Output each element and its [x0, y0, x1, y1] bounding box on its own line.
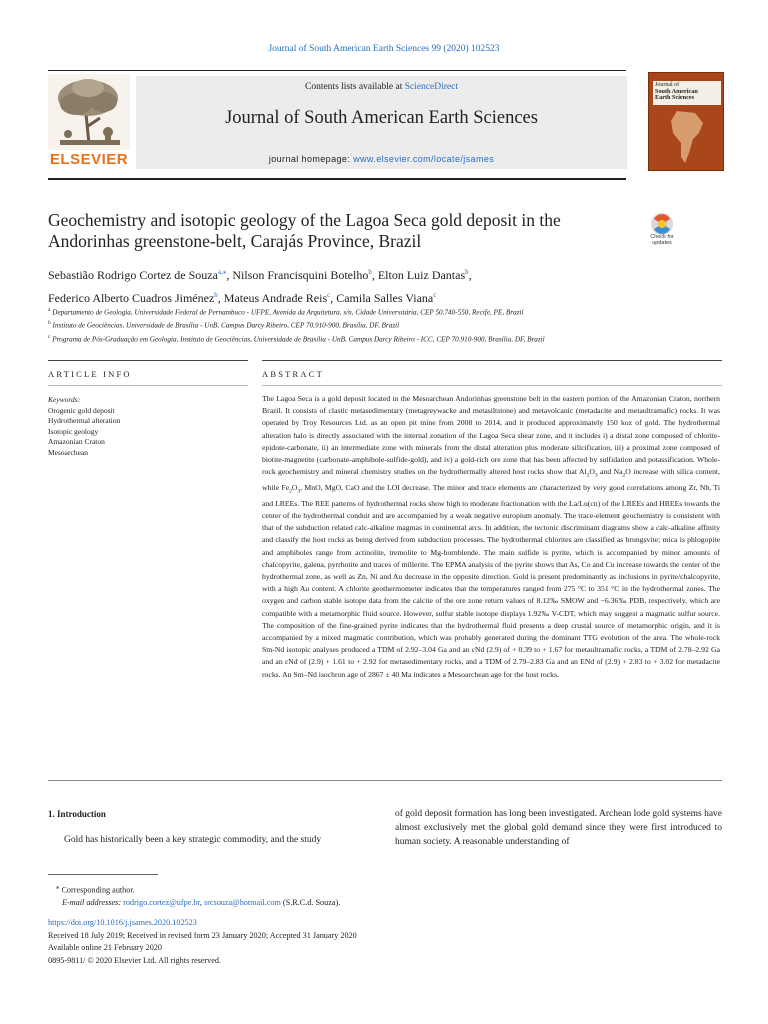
keywords-label: Keywords:	[48, 395, 81, 404]
author-affiliation-mark[interactable]: c	[327, 291, 331, 299]
abstract-subscript: 2	[586, 472, 590, 479]
author-name[interactable]: Camila Salles Viana	[336, 291, 434, 305]
introduction-heading: 1. Introduction	[48, 809, 106, 819]
affiliation-mark: c	[48, 333, 51, 340]
header-bottom-rule	[48, 178, 626, 180]
keyword-item: Isotopic geology	[48, 426, 99, 436]
journal-citation-link[interactable]: Journal of South American Earth Sciences 99 (2020) 102523	[268, 44, 500, 54]
author-name[interactable]: Nilson Francisquini Botelho	[232, 268, 369, 282]
corresponding-author-footnote	[48, 882, 548, 910]
author-separator: ,	[330, 291, 337, 305]
abstract-segment: and Na	[597, 467, 623, 477]
intro-column-2: of gold deposit formation has long been investigated. Archean lode gold systems have almost exclusively met the global gold demand since they were first introduced to human society. A reasonable understanding of	[395, 809, 722, 847]
affiliation-mark: a	[48, 307, 51, 313]
keywords-list	[48, 406, 248, 459]
footnote-rule	[48, 874, 158, 875]
abstract-bottom-rule	[48, 780, 722, 781]
article-info-subrule	[48, 385, 248, 386]
elsevier-wordmark: ELSEVIER	[49, 151, 129, 168]
author-name[interactable]: Federico Alberto Cuadros Jiménez	[48, 291, 215, 305]
author-list	[48, 262, 708, 308]
corresponding-label: Corresponding author.	[61, 885, 135, 895]
author-affiliation-mark[interactable]: b	[214, 291, 218, 299]
abstract-segment: O increase with silica content, while Fe	[262, 467, 720, 492]
received-dates: Received 18 July 2019; Received in revised form 23 January 2020; Accepted 31 January 2020	[48, 930, 357, 940]
contents-line	[136, 82, 627, 92]
keywords-block	[48, 395, 248, 458]
journal-homepage-line	[136, 154, 627, 164]
sciencedirect-link[interactable]: ScienceDirect	[404, 82, 458, 92]
abstract-subscript: 2	[622, 472, 626, 479]
doi-link[interactable]: https://doi.org/10.1016/j.jsames.2020.102523	[48, 918, 197, 927]
abstract-subrule	[262, 385, 722, 386]
article-title: Geochemistry and isotopic geology of the Lagoa Seca gold deposit in the Andorinhas greenstone-belt, Carajás Province, Brazil	[48, 210, 561, 251]
author-name[interactable]: Elton Luiz Dantas	[377, 268, 466, 282]
abstract-rule	[262, 360, 722, 361]
author-separator: ,	[468, 268, 472, 282]
keyword-item: Mesoarchean	[48, 447, 88, 457]
author-affiliation-mark[interactable]: a,⁎	[217, 268, 227, 276]
cover-line-1: Journal of	[655, 82, 680, 88]
author-separator: ,	[217, 291, 224, 305]
copyright-line: 0895-9811/ © 2020 Elsevier Ltd. All rights reserved.	[48, 955, 222, 965]
author-affiliation-mark[interactable]: b	[465, 268, 469, 276]
cover-title-plate	[653, 81, 721, 105]
affiliation-text: Instituto de Geociências, Universidade de Brasília - UnB, Campus Darcy Ribeiro, CEP 70.910-900, Brasília, DF, Brazil	[52, 321, 400, 330]
email-link-1[interactable]: rodrigo.cortez@ufpe.br	[123, 898, 200, 908]
email-separator: ,	[199, 898, 204, 908]
keyword-item: Hydrothermal alteration	[48, 416, 121, 425]
email-line	[48, 897, 548, 910]
available-online: Available online 21 February 2020	[48, 943, 162, 952]
abstract-segment: O	[291, 482, 298, 492]
corresponding-author-line	[48, 882, 548, 897]
cover-line-2: South American	[655, 87, 698, 95]
email-link-2[interactable]: srcsouza@hotmail.com	[203, 898, 281, 908]
contents-prefix: Contents lists available at	[304, 82, 405, 92]
email-suffix: (S.R.C.d. Souza).	[280, 898, 341, 908]
email-label: E-mail addresses:	[62, 898, 124, 908]
abstract-subscript: 2	[289, 488, 292, 495]
keyword-item: Amazonian Craton	[48, 437, 105, 446]
affiliation-mark: b	[48, 320, 51, 327]
author-affiliation-mark[interactable]: c	[433, 291, 437, 299]
header-top-rule	[48, 70, 626, 71]
affiliation-text: Programa de Pós-Graduação em Geologia, Instituto de Geociências, Universidade de Brasília - UnB, Campus Darcy Ribeiro - ICC, CEP 70.910-900, Brasília, DF, Brazil	[52, 335, 545, 344]
affiliation-item	[48, 305, 718, 318]
article-info-heading: ARTICLE INFO	[48, 369, 132, 379]
journal-title: Journal of South American Earth Sciences	[225, 108, 538, 128]
abstract-subscript: 3	[297, 488, 301, 495]
keyword-item: Orogenic gold deposit	[48, 405, 115, 415]
south-america-map-icon	[667, 109, 707, 165]
author-name[interactable]: Sebastião Rodrigo Cortez de Souza	[48, 268, 218, 282]
check-for-updates-label[interactable]: Check for updates	[650, 234, 674, 246]
affiliation-text: Departamento de Geologia, Universidade Federal de Pernambuco - UFPE, Avenida da Arquitetura, s/n, Cidade Universitária, CEP 50.740-550, Recife, PE, Brazil	[52, 308, 524, 317]
journal-homepage-link[interactable]: www.elsevier.com/locate/jsames	[353, 154, 495, 164]
abstract-heading: ABSTRACT	[262, 369, 324, 379]
masthead-info-box	[136, 76, 627, 169]
abstract-text	[262, 393, 720, 681]
author-separator: ,	[371, 268, 378, 282]
author-affiliation-mark[interactable]: b	[368, 268, 372, 276]
cover-line-3: Earth Sciences	[655, 94, 695, 102]
affiliation-item	[48, 332, 718, 345]
article-info-rule	[48, 360, 248, 361]
journal-cover-thumbnail[interactable]	[648, 72, 724, 171]
abstract-subscript: 3	[594, 472, 598, 479]
publication-info	[48, 917, 568, 967]
abstract-segment: , MnO, MgO, CaO and the LOI decrease. The minor and trace elements are characterized by very good correlations among Zr, Nb, Ti and LREEs. The REE patterns of hydrothermal rocks show high to moderate fractionation with the La/Lu(cn) of the LREEs and HREEs towards the center of the hydrothermal conduit and are accompanied by a weak negative europium anomaly. The trace-element geochemistry is consistent with that of the subduction related calc-alkaline magmas in continental arcs. In addition, the tectonic discriminant diagrams show a calc-alkaline affinity and classify the host rocks as being derived from subduction processes. The hydrothermal chlorites are classified as brungsvite; mica is phlogopite and amphiboles range from actinolite, tremolite to Mg-hornblende. The main sulfide is pyrite, which is accompanied by minor amounts of chalcopyrite, galena, pyrrhotite and traces of millerite. The EPMA analysis of the pyrite shows that As, Co and Cu increase towards the center of the hydrothermal zone, as well as Zn, Ni and Au decrease in the opposite direction. Gold is present predominantly as inclusions in pyrite/chalcopyrite, with a high Au content. A chlorite geothermometer indicates that the temperatures ranged from 275 °C to 351 °C in the hydrothermal zones. The oxygen and carbon stable isotope data from the calcite of the ore zone return values of 8.12‰ SMOW and −6.36‰ PDB, respectively, which are compatible with a metamorphic fluid source. However, sulfur stable isotope displays 1.92‰ V-CDT, which may suggest a magmatic sulfur source. The composition of the fine-grained pyrite indicates that the hydrothermal fluid presents a deep crustal source of metamorphic origin, and it is accompanied by a mixed magmatic contribution, which was probably generated during the dominant TTG evolution of the area. The whole-rock Sm-Nd isotopic analyses produced a TDM of 2.92–3.04 Ga and an εNd (2.9) of + 0.39 to + 1.67 for metaultramafic rocks, a TDM of 2.78–2.92 Ga and an εNd of (2.9) + 1.61 to + 2.92 for metasedimentary rocks, and a TDM of 2.79–2.83 Ga and an ENd of (2.9) + 2.83 to + 3.02 for metadacite rocks. An Sm–Nd isochron age of 2867 ± 40 Ma indicates a Mesoarchean age for the host rocks.	[262, 482, 720, 679]
abstract-segment: O	[589, 467, 595, 477]
abstract-segment: The Lagoa Seca is a gold deposit located in the Mesoarchean Andorinhas greenstone belt in the eastern portion of the Amazonian Craton, northern Brazil. It consists of clastic metasedimentary (metagreywacke and metasiltstone) and metavolcanic (metadacite and metaultramafic) rocks. It was operated by Troy Resources Ltd. as an open pit mine from 2008 to 2014, and it produced approximately 150 koz of gold. The hydrothermal alteration halo is directly associated with the internal zonation of the Lagoa Seca shear zone, and it includes i) a distal zone composed of chlorite-epidote-carbonate, ii) an intermediate zone with minerals from the distal alteration plus moderate silicification, iii) a proximal zone composed of biotite-magnetite (carbonate-amphibole-sulfide-gold), and iv) a gold-rich ore zone that has been affected by sulfidation and potassification. Whole-rock geochemistry and mineral chemistry studies on the hydrothermally altered host rocks show that Al	[262, 394, 720, 477]
affiliation-item	[48, 318, 718, 331]
author-separator: ,	[226, 268, 233, 282]
footnote-star: ⁎	[56, 884, 60, 891]
affiliation-list	[48, 305, 718, 345]
homepage-label: journal homepage:	[268, 154, 354, 164]
author-name[interactable]: Mateus Andrade Reis	[223, 291, 328, 305]
journal-masthead	[48, 74, 768, 174]
intro-column-1: Gold has historically been a key strategic commodity, and the study	[64, 835, 322, 845]
